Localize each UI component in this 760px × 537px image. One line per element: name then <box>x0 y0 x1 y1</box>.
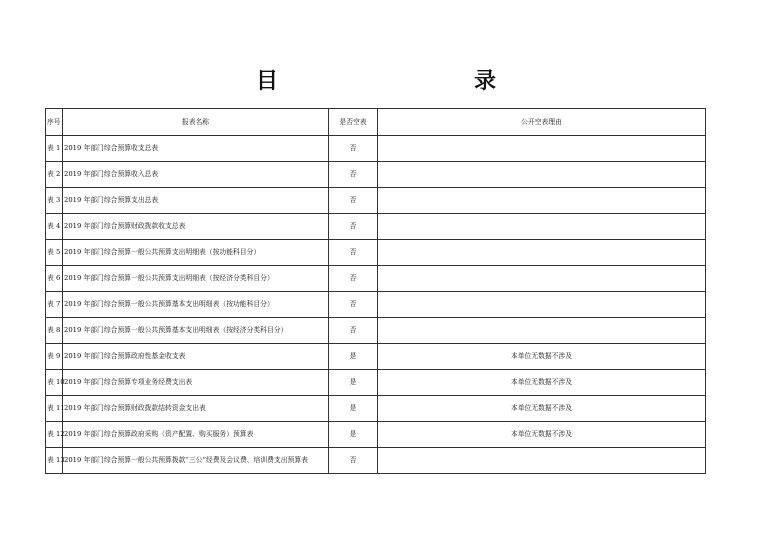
row-name: 2019 年部门综合预算政府采购（资产配置、购买服务）预算表 <box>63 422 329 448</box>
table-header-row <box>46 109 706 136</box>
row-index: 表 12 <box>46 422 63 448</box>
row-is-empty: 否 <box>329 214 378 240</box>
row-index: 表 7 <box>46 292 63 318</box>
table-row <box>46 240 706 266</box>
row-name: 2019 年部门综合预算财政拨款结转资金支出表 <box>63 396 329 422</box>
table-row <box>46 396 706 422</box>
header-reason: 公开空表理由 <box>378 109 706 136</box>
table-row <box>46 266 706 292</box>
table-row <box>46 162 706 188</box>
row-is-empty: 是 <box>329 422 378 448</box>
row-is-empty: 否 <box>329 292 378 318</box>
header-name: 报表名称 <box>63 109 329 136</box>
title-char-left: 目 <box>256 69 279 94</box>
row-is-empty: 否 <box>329 188 378 214</box>
row-is-empty: 是 <box>329 370 378 396</box>
row-is-empty: 是 <box>329 344 378 370</box>
row-is-empty: 否 <box>329 136 378 162</box>
row-is-empty: 否 <box>329 448 378 474</box>
row-reason <box>378 136 706 162</box>
row-name: 2019 年部门综合预算收支总表 <box>63 136 329 162</box>
row-index: 表 2 <box>46 162 63 188</box>
table-row <box>46 344 706 370</box>
page-title <box>0 66 760 98</box>
table-row <box>46 214 706 240</box>
row-index: 表 1 <box>46 136 63 162</box>
row-reason <box>378 266 706 292</box>
table-row <box>46 318 706 344</box>
row-reason: 本单位无数据不涉及 <box>378 422 706 448</box>
row-index: 表 8 <box>46 318 63 344</box>
row-index: 表 5 <box>46 240 63 266</box>
row-reason <box>378 214 706 240</box>
row-is-empty: 是 <box>329 396 378 422</box>
row-reason <box>378 162 706 188</box>
table-row <box>46 188 706 214</box>
row-reason: 本单位无数据不涉及 <box>378 370 706 396</box>
table-row <box>46 136 706 162</box>
row-reason <box>378 318 706 344</box>
header-index: 序号 <box>46 109 63 136</box>
row-index: 表 3 <box>46 188 63 214</box>
row-reason <box>378 188 706 214</box>
table-row <box>46 422 706 448</box>
row-is-empty: 否 <box>329 318 378 344</box>
row-is-empty: 否 <box>329 266 378 292</box>
row-index: 表 6 <box>46 266 63 292</box>
row-name: 2019 年部门综合预算财政拨款收支总表 <box>63 214 329 240</box>
row-reason <box>378 292 706 318</box>
row-name: 2019 年部门综合预算支出总表 <box>63 188 329 214</box>
catalog-table <box>45 108 706 474</box>
row-name: 2019 年部门综合预算一般公共预算拨款“三公”经费及会议费、培训费支出预算表 <box>63 448 329 474</box>
row-name: 2019 年部门综合预算一般公共预算支出明细表（按经济分类科目分） <box>63 266 329 292</box>
table-row <box>46 448 706 474</box>
row-name: 2019 年部门综合预算一般公共预算基本支出明细表（按功能科目分） <box>63 292 329 318</box>
title-char-right: 录 <box>474 69 497 94</box>
row-index: 表 10 <box>46 370 63 396</box>
row-name: 2019 年部门综合预算专项业务经费支出表 <box>63 370 329 396</box>
row-reason <box>378 240 706 266</box>
row-reason <box>378 448 706 474</box>
row-name: 2019 年部门综合预算政府性基金收支表 <box>63 344 329 370</box>
row-index: 表 13 <box>46 448 63 474</box>
row-index: 表 4 <box>46 214 63 240</box>
row-reason: 本单位无数据不涉及 <box>378 344 706 370</box>
row-name: 2019 年部门综合预算收入总表 <box>63 162 329 188</box>
row-index: 表 9 <box>46 344 63 370</box>
header-is-empty: 是否空表 <box>329 109 378 136</box>
row-name: 2019 年部门综合预算一般公共预算支出明细表（按功能科目分） <box>63 240 329 266</box>
row-is-empty: 否 <box>329 162 378 188</box>
row-is-empty: 否 <box>329 240 378 266</box>
table-row <box>46 370 706 396</box>
row-reason: 本单位无数据不涉及 <box>378 396 706 422</box>
row-index: 表 11 <box>46 396 63 422</box>
table-row <box>46 292 706 318</box>
row-name: 2019 年部门综合预算一般公共预算基本支出明细表（按经济分类科目分） <box>63 318 329 344</box>
